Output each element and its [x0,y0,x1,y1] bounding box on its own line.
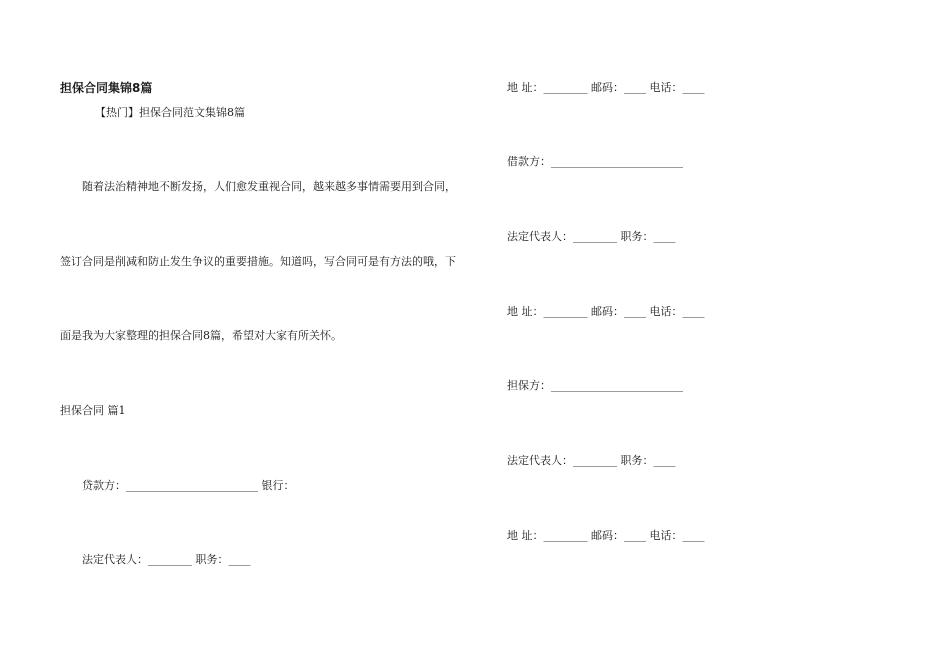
document-title: 担保合同集锦8篇 [60,81,153,95]
intro-line-1: 随着法治精神地不断发扬，人们愈发重视合同，越来越多事情需要用到合同， [82,180,456,193]
intro-line-3: 面是我为大家整理的担保合同8篇，希望对大家有所关怀。 [60,329,342,342]
address-line-1: 地 址：________ 邮码：____ 电话：____ [507,81,705,94]
address-line-3: 地 址：________ 邮码：____ 电话：____ [507,529,705,542]
document-subtitle: 【热门】担保合同范文集锦8篇 [95,106,245,119]
legal-rep-line-2: 法定代表人：________ 职务：____ [507,454,676,467]
legal-rep-line: 法定代表人：________ 职务：____ [82,553,251,566]
legal-rep-line-1: 法定代表人：________ 职务：____ [507,230,676,243]
intro-line-2: 签订合同是削减和防止发生争议的重要措施。知道吗，写合同可是有方法的哦，下 [60,255,456,268]
guarantor-line: 担保方：________________________ [507,379,683,392]
section-heading: 担保合同 篇1 [60,404,126,417]
lender-line: 贷款方：________________________ 银行： [82,479,295,492]
address-line-2: 地 址：________ 邮码：____ 电话：____ [507,305,705,318]
borrower-line: 借款方：________________________ [507,155,683,168]
